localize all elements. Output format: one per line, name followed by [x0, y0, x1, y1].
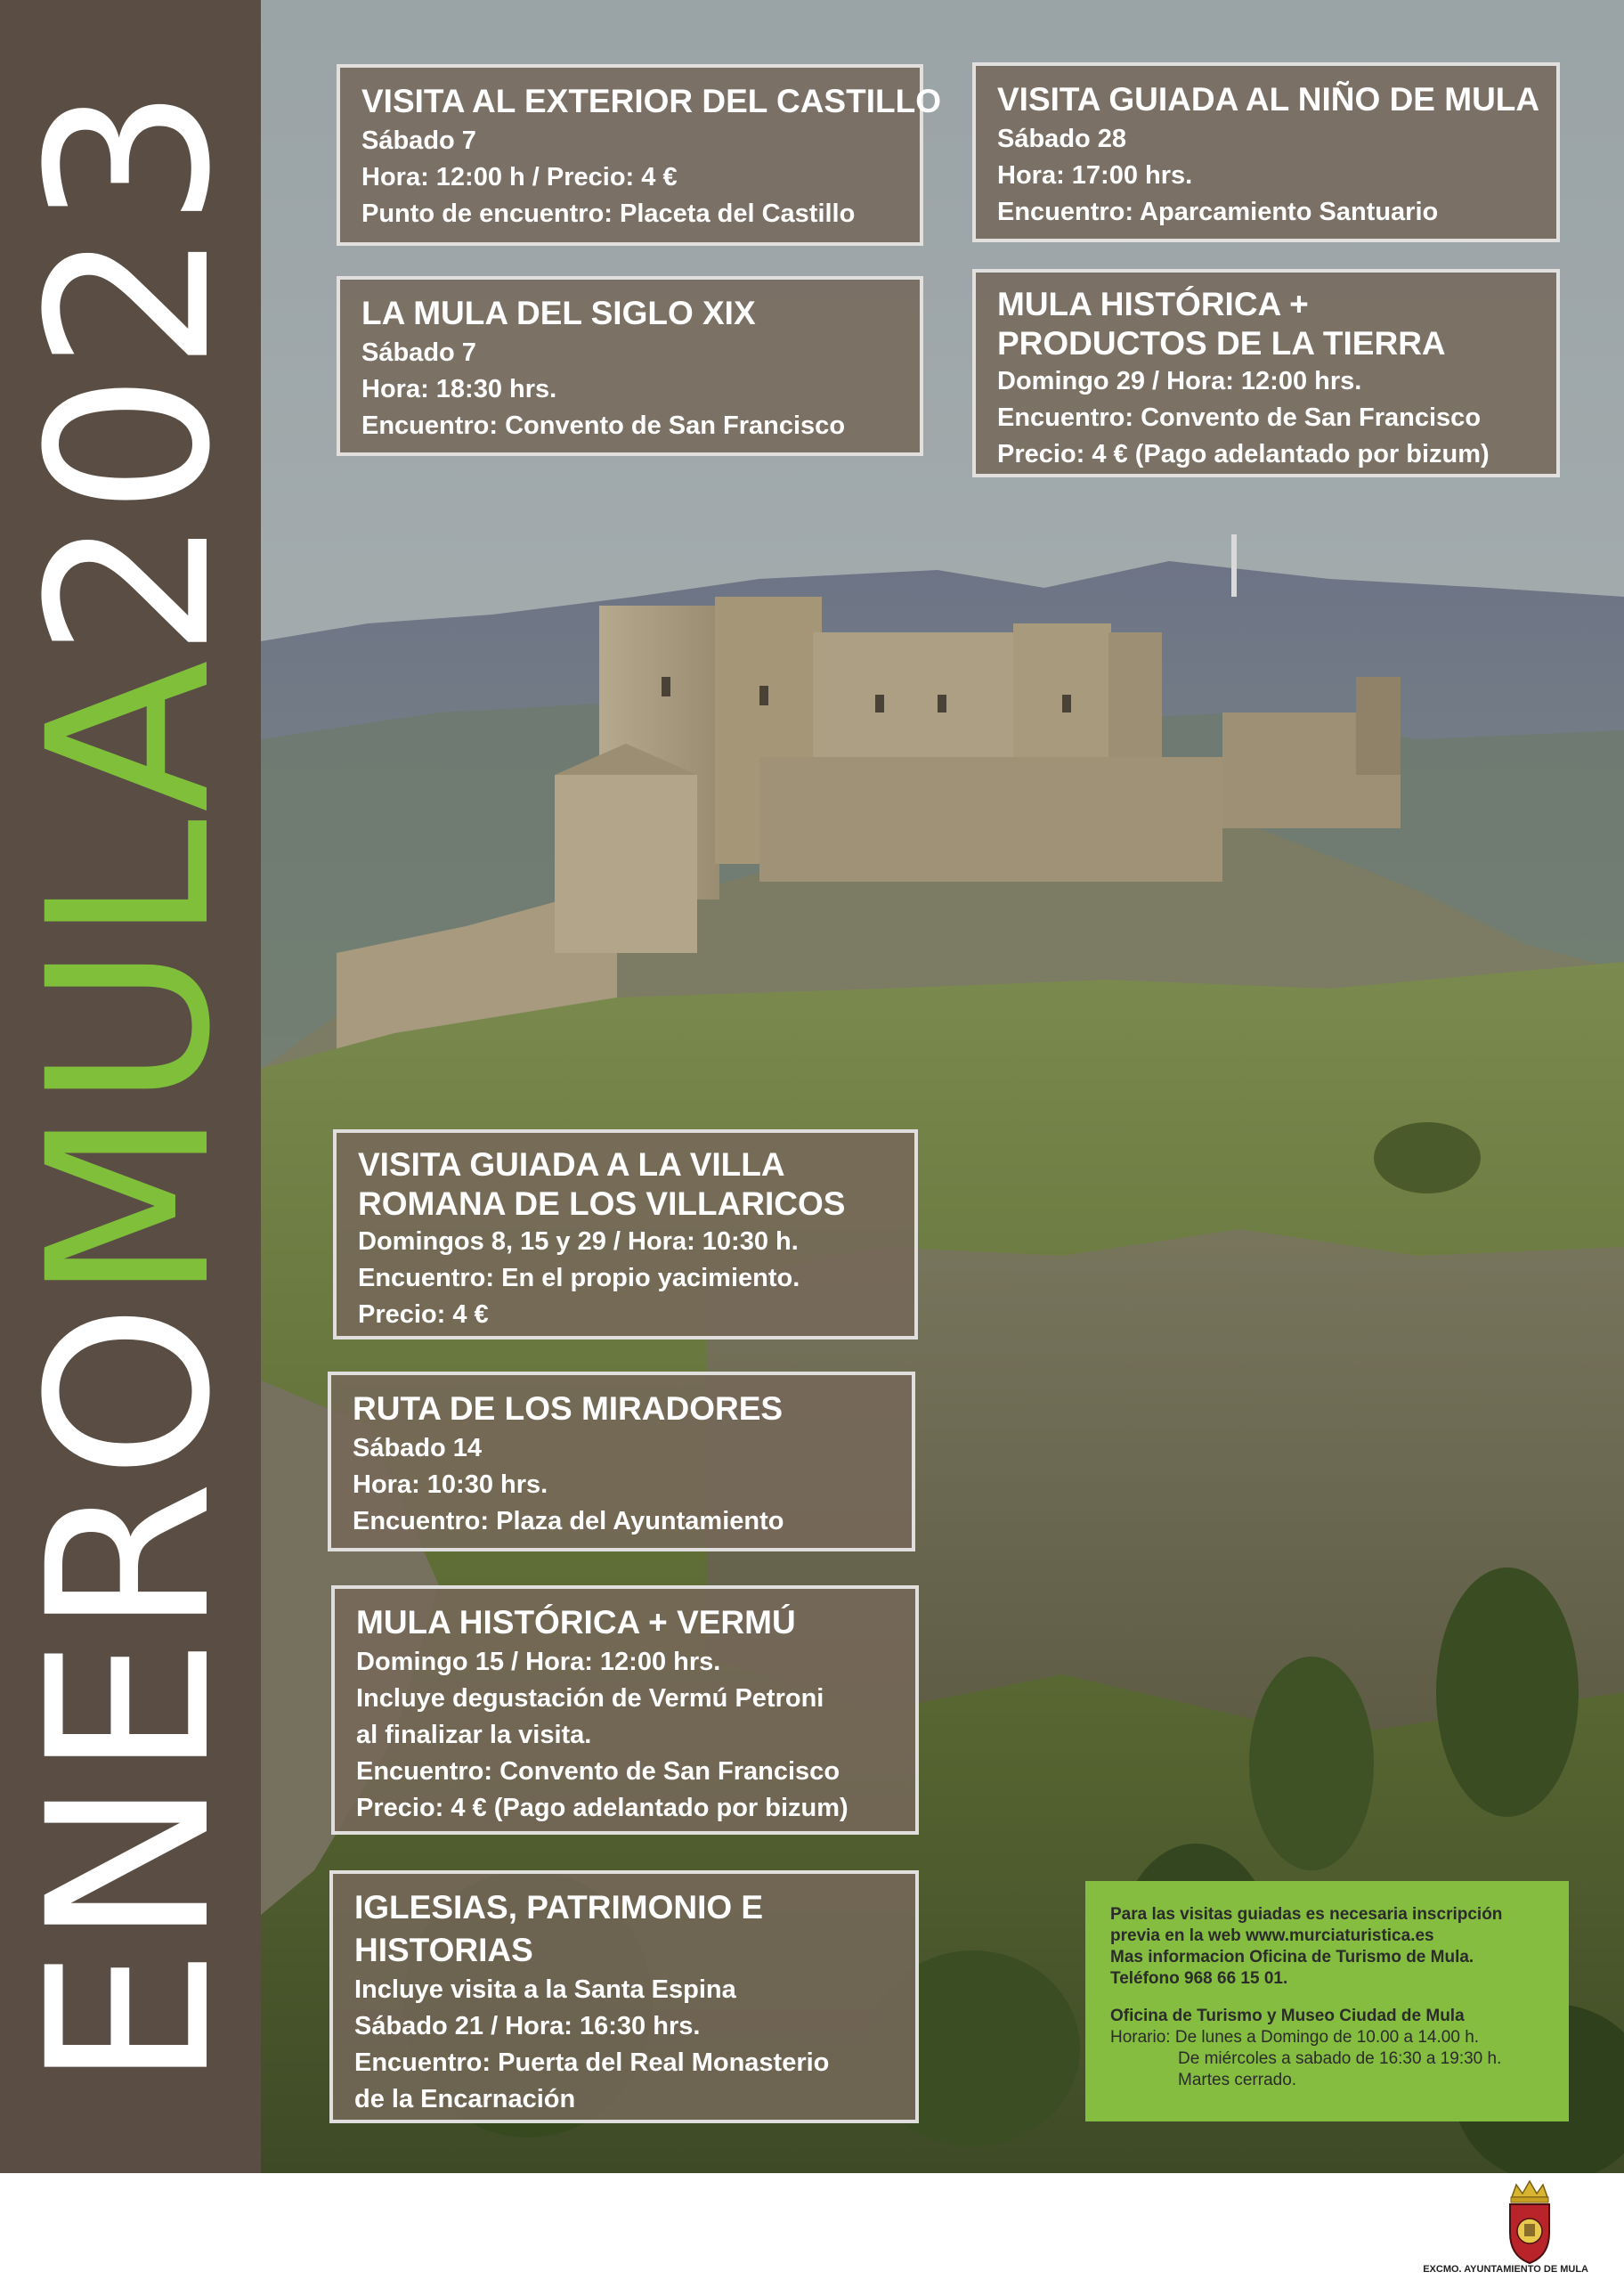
- event-title: LA MULA DEL SIGLO XIX: [361, 295, 756, 331]
- event-title-line2: HISTORIAS: [354, 1932, 533, 1968]
- event-nino-de-mula: [972, 62, 1560, 242]
- title-band: [0, 0, 261, 2173]
- event-date-time: Domingo 15 / Hora: 12:00 hrs.: [356, 1648, 721, 1676]
- event-title: VISITA GUIADA AL NIÑO DE MULA: [997, 81, 1540, 118]
- coat-of-arms-icon: [1485, 2178, 1574, 2267]
- title-mula: MULA: [0, 658, 259, 1302]
- event-title: RUTA DE LOS MIRADORES: [353, 1390, 784, 1427]
- event-villa-romana: [333, 1129, 918, 1340]
- event-includes-cont: al finalizar la visita.: [356, 1721, 592, 1749]
- title-year: 2023: [0, 84, 259, 659]
- event-meeting-point: Encuentro: Convento de San Francisco: [361, 411, 846, 440]
- event-meeting-point: Encuentro: Convento de San Francisco: [997, 403, 1482, 432]
- event-time: Hora: 17:00 hrs.: [997, 161, 1193, 190]
- event-includes: Incluye degustación de Vermú Petroni: [356, 1684, 824, 1713]
- event-castle-exterior: [337, 64, 941, 246]
- info-line: Para las visitas guiadas es necesaria inscripción: [1110, 1905, 1503, 1924]
- event-includes: Incluye visita a la Santa Espina: [354, 1975, 736, 2004]
- hours-line: Horario: De lunes a Domingo de 10.00 a 14.00 h.: [1110, 2028, 1480, 2047]
- event-date-time: Domingos 8, 15 y 29 / Hora: 10:30 h.: [358, 1227, 799, 1256]
- event-mula-historica-productos: [972, 269, 1560, 477]
- event-title-line1: VISITA GUIADA A LA VILLA: [358, 1146, 785, 1183]
- event-meeting-point: Encuentro: En el propio yacimiento.: [358, 1264, 800, 1292]
- footer-caption: EXCMO. AYUNTAMIENTO DE MULA: [1423, 2264, 1588, 2275]
- hours-line: De miércoles a sabado de 16:30 a 19:30 h.: [1178, 2049, 1502, 2068]
- info-box: [1085, 1881, 1569, 2121]
- event-meeting-point: Encuentro: Aparcamiento Santuario: [997, 198, 1439, 226]
- event-ruta-miradores: [328, 1372, 915, 1551]
- event-price: Precio: 4 €: [358, 1300, 489, 1329]
- event-price: Precio: 4 € (Pago adelantado por bizum): [356, 1794, 849, 1822]
- event-price: Precio: 4 € (Pago adelantado por bizum): [997, 440, 1490, 468]
- vertical-title: [0, 84, 259, 2089]
- info-line: Teléfono 968 66 15 01.: [1110, 1969, 1288, 1988]
- event-time-price: Hora: 12:00 h / Precio: 4 €: [361, 163, 678, 191]
- event-date-time: Domingo 29 / Hora: 12:00 hrs.: [997, 367, 1362, 395]
- event-title-line1: MULA HISTÓRICA +: [997, 286, 1309, 322]
- info-line: previa en la web www.murciaturistica.es: [1110, 1926, 1434, 1945]
- event-time: Hora: 10:30 hrs.: [353, 1470, 548, 1499]
- event-iglesias-patrimonio: [329, 1870, 919, 2123]
- event-mula-siglo-xix: [337, 276, 923, 456]
- event-title-line2: PRODUCTOS DE LA TIERRA: [997, 325, 1446, 362]
- event-title: VISITA AL EXTERIOR DEL CASTILLO: [361, 83, 941, 119]
- event-date: Sábado 7: [361, 338, 476, 367]
- event-meeting-point-cont: de la Encarnación: [354, 2085, 576, 2113]
- spacer: [1110, 1990, 1551, 2006]
- event-title: MULA HISTÓRICA + VERMÚ: [356, 1604, 796, 1641]
- event-date-time: Sábado 21 / Hora: 16:30 hrs.: [354, 2012, 701, 2040]
- hours-line: Martes cerrado.: [1178, 2071, 1297, 2089]
- event-title-line1: IGLESIAS, PATRIMONIO E: [354, 1889, 764, 1926]
- event-meeting-point: Punto de encuentro: Placeta del Castillo: [361, 200, 856, 228]
- info-line: Mas informacion Oficina de Turismo de Mula.: [1110, 1948, 1474, 1966]
- event-date: Sábado 14: [353, 1434, 483, 1462]
- event-mula-historica-vermu: [331, 1585, 919, 1835]
- event-meeting-point: Encuentro: Puerta del Real Monasterio: [354, 2048, 830, 2077]
- event-date: Sábado 7: [361, 126, 476, 155]
- event-title-line2: ROMANA DE LOS VILLARICOS: [358, 1185, 846, 1222]
- office-title: Oficina de Turismo y Museo Ciudad de Mula: [1110, 2007, 1465, 2025]
- title-enero: ENERO: [0, 1301, 259, 2089]
- event-meeting-point: Encuentro: Plaza del Ayuntamiento: [353, 1507, 784, 1535]
- event-meeting-point: Encuentro: Convento de San Francisco: [356, 1757, 840, 1786]
- event-time: Hora: 18:30 hrs.: [361, 375, 557, 403]
- event-date: Sábado 28: [997, 125, 1127, 153]
